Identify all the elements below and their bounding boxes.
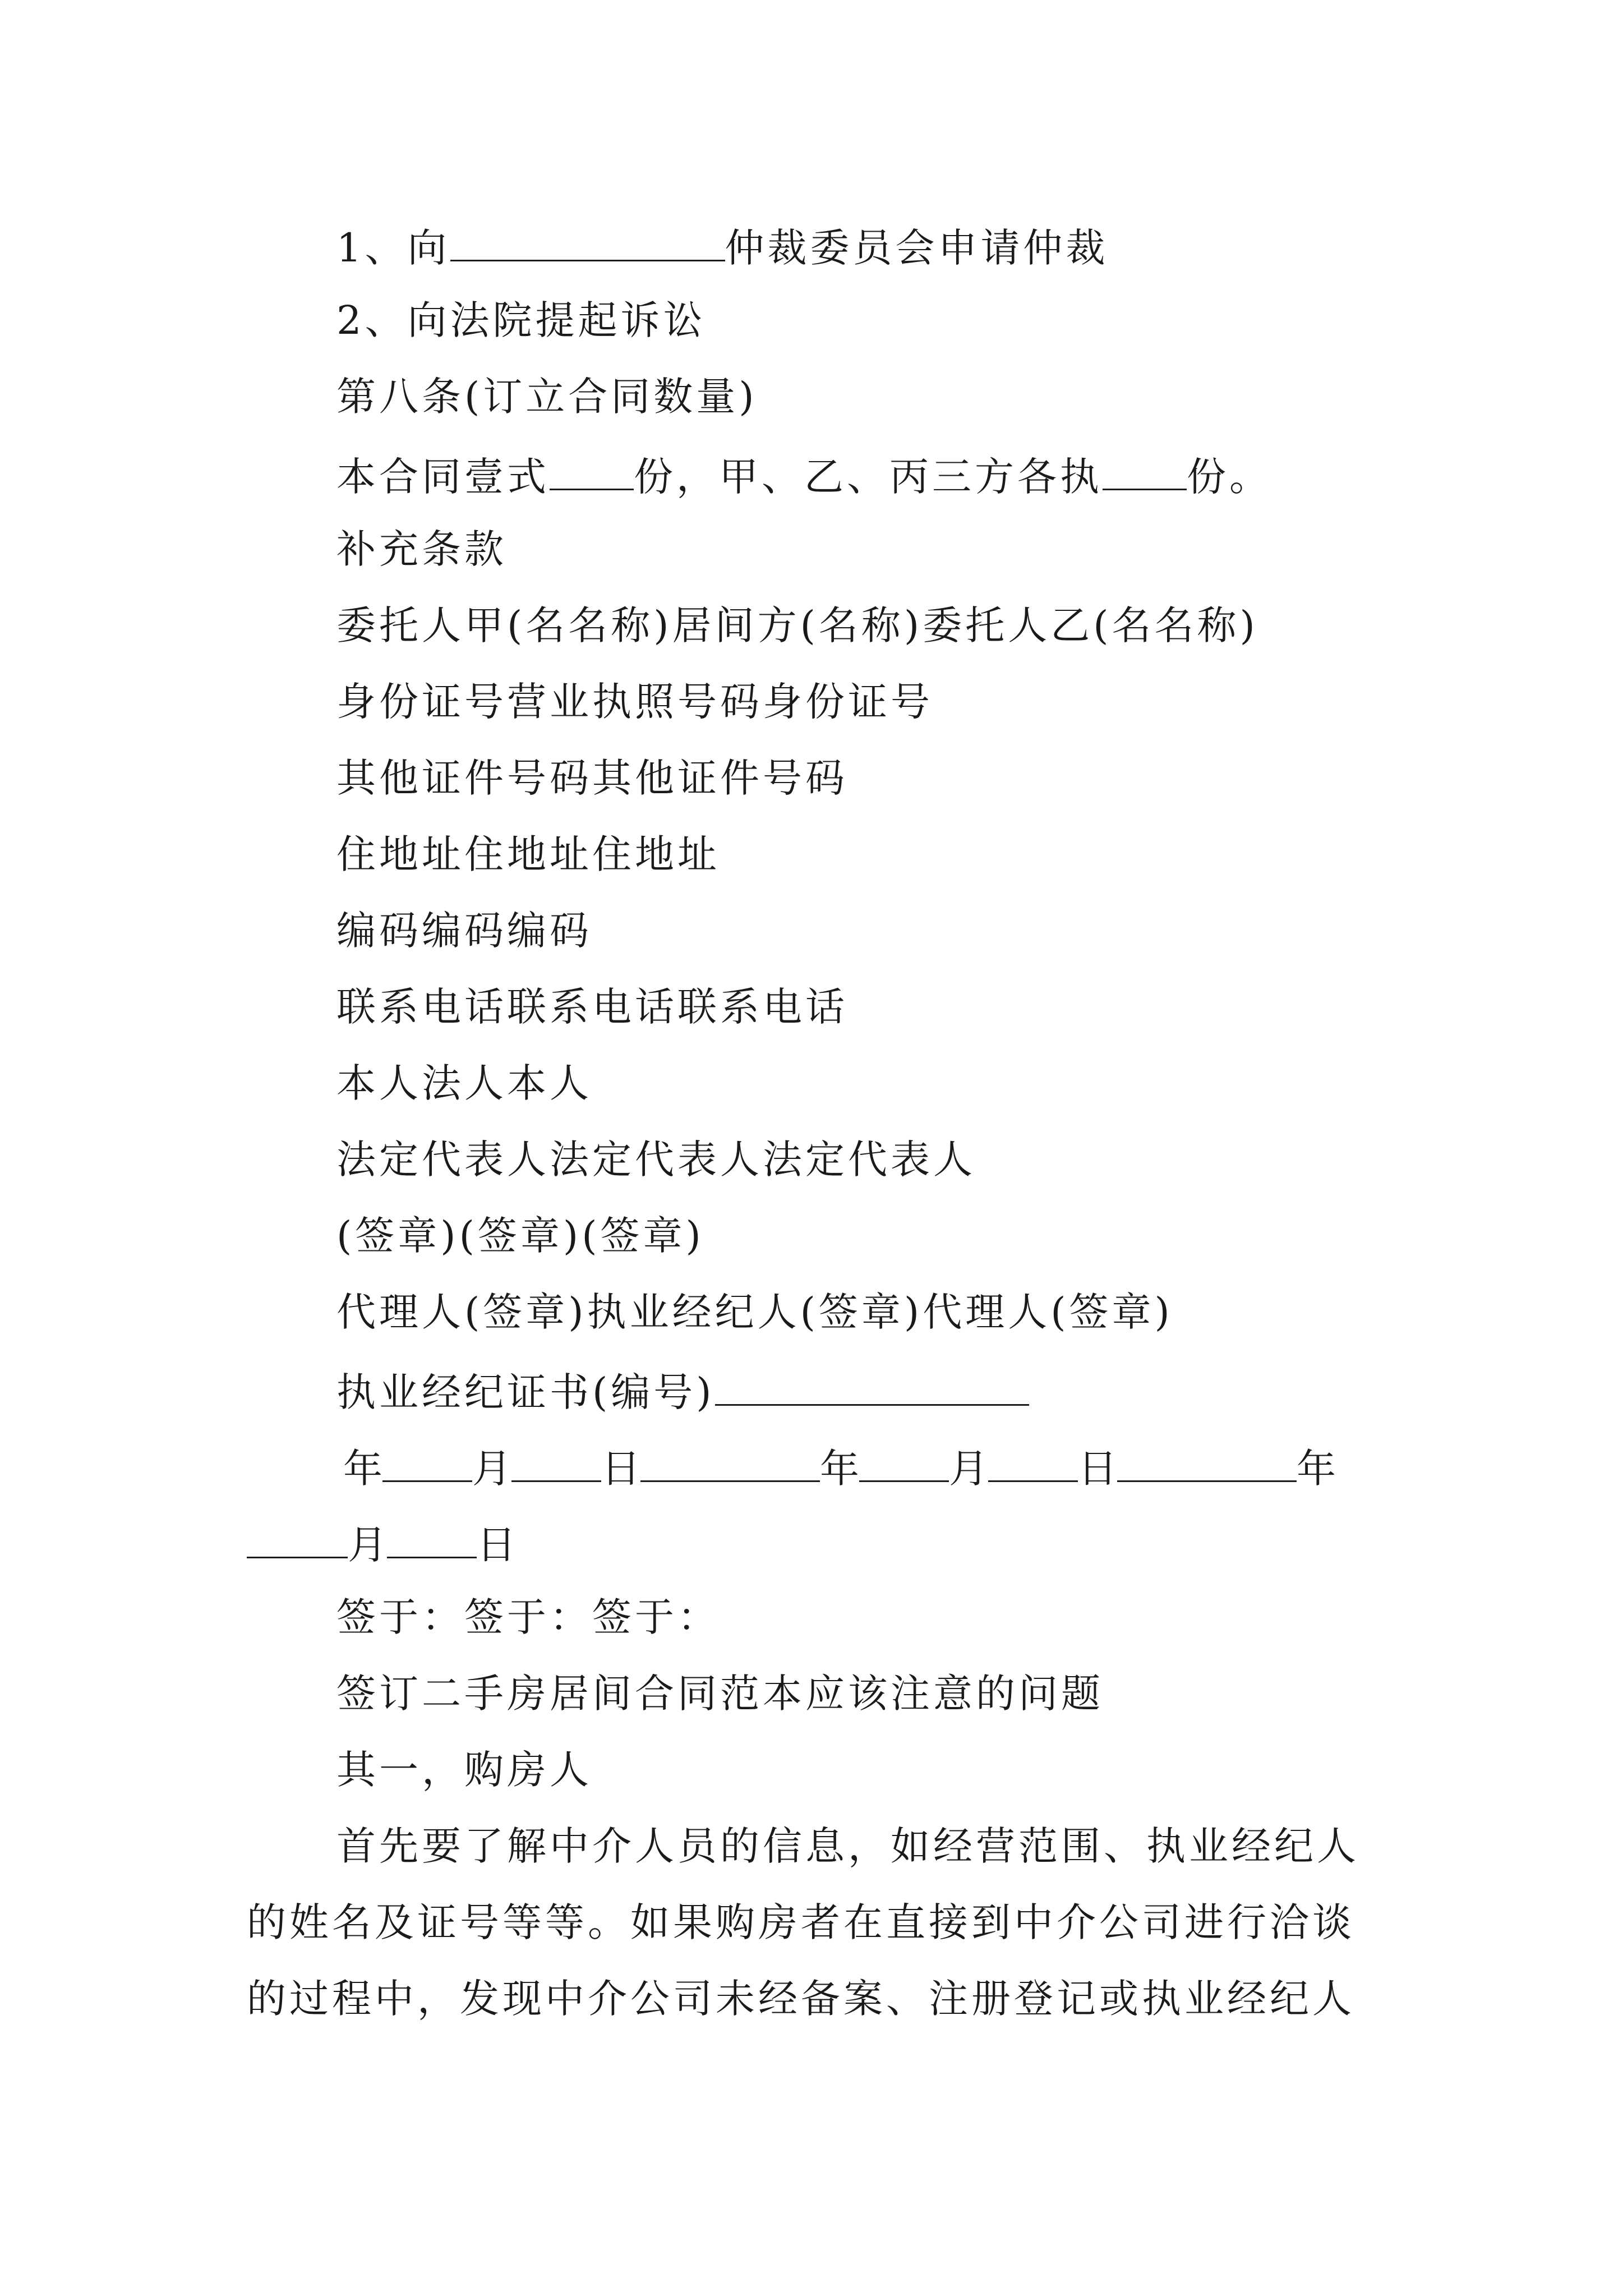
- date-year: 年: [1297, 1446, 1336, 1492]
- date-line-2: [247, 1521, 516, 1568]
- blank-month: [859, 1445, 949, 1482]
- text-segment: 执业经纪证书(编号): [336, 1369, 715, 1415]
- date-day: 日: [601, 1446, 640, 1492]
- signature-block-seals: (签章)(签章)(签章): [336, 1213, 704, 1259]
- signature-block-postcodes: 编码编码编码: [336, 908, 592, 954]
- subsection-heading-buyer: 其一，购房人: [336, 1747, 592, 1793]
- text-segment: 份，甲、乙、丙三方各执: [634, 454, 1103, 500]
- broker-certificate-line: [336, 1369, 1029, 1415]
- signature-block-id-numbers: 身份证号营业执照号码身份证号: [336, 679, 933, 725]
- signed-at-line: 签于：签于：签于：: [336, 1594, 720, 1640]
- blank-day: [387, 1521, 477, 1558]
- signature-block-phones: 联系电话联系电话联系电话: [336, 984, 848, 1030]
- date-year: 年: [343, 1446, 382, 1492]
- supplementary-terms-heading: 补充条款: [336, 526, 507, 572]
- blank-month: [247, 1521, 348, 1558]
- blank-total-copies: [550, 453, 634, 490]
- text-segment: 仲裁委员会申请仲裁: [725, 225, 1109, 271]
- blank-arbitration-committee: [450, 224, 725, 261]
- paragraph-line: 首先要了解中介人员的信息，如经营范围、执业经纪人: [336, 1823, 1359, 1869]
- date-day: 日: [1078, 1446, 1117, 1492]
- signature-block-agents: 代理人(签章)执业经纪人(签章)代理人(签章): [336, 1289, 1173, 1335]
- article-8-heading: 第八条(订立合同数量): [336, 374, 758, 420]
- blank-month: [382, 1445, 472, 1482]
- section-heading-notes: 签订二手房居间合同范本应该注意的问题: [336, 1671, 1104, 1717]
- clause-option-court: 2、向法院提起诉讼: [336, 297, 706, 343]
- date-month: 月: [949, 1446, 988, 1492]
- blank-year: [640, 1445, 820, 1482]
- contract-copies-line: [336, 453, 1272, 500]
- blank-day: [988, 1445, 1078, 1482]
- date-year: 年: [820, 1446, 859, 1492]
- date-month: 月: [472, 1446, 511, 1492]
- signature-block-addresses: 住地址住地址住地址: [336, 831, 720, 877]
- blank-year: [1117, 1445, 1297, 1482]
- text-segment: 份。: [1187, 454, 1272, 500]
- paragraph-line: 的姓名及证号等等。如果购房者在直接到中介公司进行洽谈: [247, 1899, 1355, 1945]
- signature-block-persons: 本人法人本人: [336, 1060, 592, 1106]
- date-month: 月: [348, 1522, 387, 1568]
- text-segment: 本合同壹式: [336, 454, 550, 500]
- date-day: 日: [477, 1522, 516, 1568]
- date-line-1: [343, 1445, 1336, 1492]
- blank-certificate-number: [715, 1369, 1029, 1406]
- clause-option-arbitration: [336, 224, 1109, 271]
- blank-each-party-copies: [1103, 453, 1187, 490]
- signature-block-parties: 委托人甲(名名称)居间方(名称)委托人乙(名名称): [336, 602, 1258, 648]
- signature-block-legal-reps: 法定代表人法定代表人法定代表人: [336, 1137, 976, 1182]
- blank-day: [511, 1445, 601, 1482]
- signature-block-other-ids: 其他证件号码其他证件号码: [336, 755, 848, 801]
- paragraph-line: 的过程中，发现中介公司未经备案、注册登记或执业经纪人: [247, 1976, 1355, 2022]
- text-segment: 1、向: [336, 225, 450, 271]
